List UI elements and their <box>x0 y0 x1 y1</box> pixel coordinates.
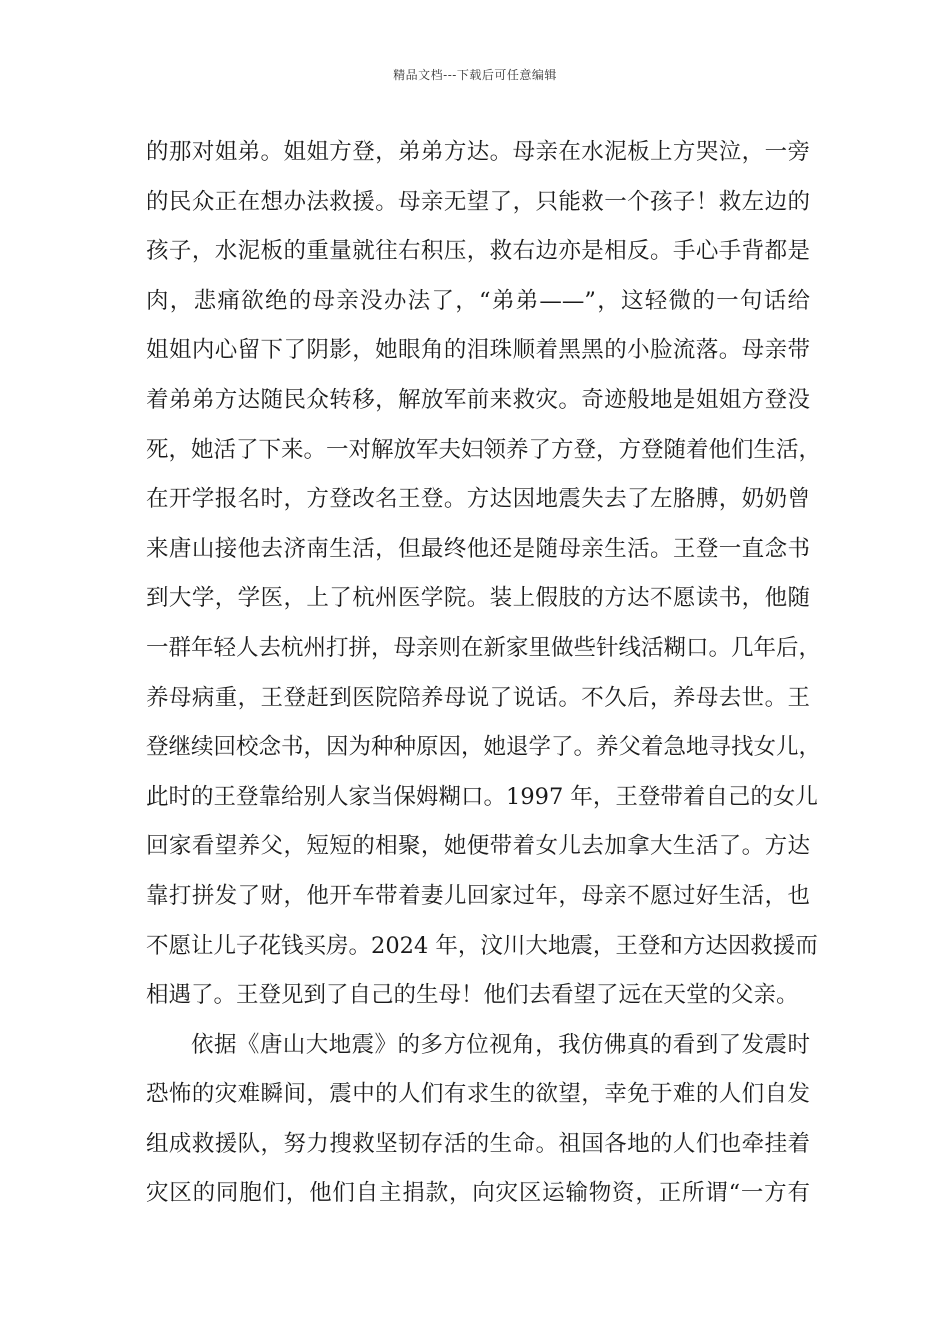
document-body <box>146 128 822 1219</box>
text-line: 养母病重，王登赶到医院陪养母说了说话。不久后，养母去世。王 <box>146 684 810 711</box>
text-line: 的那对姐弟。姐姐方登，弟弟方达。母亲在水泥板上方哭泣，一旁 <box>146 139 810 165</box>
text-line: 相遇了。王登见到了自己的生母！他们去看望了远在天堂的父亲。 <box>146 982 799 1009</box>
text-line: 到大学，学医，上了杭州医学院。装上假肢的方达不愿读书，他随 <box>146 585 810 612</box>
text-line: 依据《唐山大地震》的多方位视角，我仿佛真的看到了发震时 <box>191 1031 810 1058</box>
text-line: 的民众正在想办法救援。母亲无望了，只能救一个孩子！救左边的 <box>146 188 810 215</box>
text-line: 来唐山接他去济南生活，但最终他还是随母亲生活。王登一直念书 <box>146 535 810 562</box>
page-header: 精品文档---下载后可任意编辑 <box>393 68 557 82</box>
text-line: 肉，悲痛欲绝的母亲没办法了，“弟弟——”，这轻微的一句话给 <box>146 287 810 314</box>
text-line: 姐姐内心留下了阴影，她眼角的泪珠顺着黑黑的小脸流落。母亲带 <box>146 337 810 364</box>
text-line: 一群年轻人去杭州打拼，母亲则在新家里做些针线活糊口。几年后， <box>146 634 822 661</box>
text-line: 此时的王登靠给别人家当保姆糊口。1997 年，王登带着自己的女儿 <box>146 783 818 810</box>
text-line: 在开学报名时，方登改名王登。方达因地震失去了左胳膊，奶奶曾 <box>146 486 810 513</box>
text-line: 靠打拼发了财，他开车带着妻儿回家过年，母亲不愿过好生活，也 <box>146 882 810 909</box>
paragraph-2 <box>146 1021 810 1219</box>
paragraph-1 <box>146 128 822 1021</box>
text-line: 恐怖的灾难瞬间，震中的人们有求生的欲望，幸免于难的人们自发 <box>146 1081 810 1108</box>
text-line: 不愿让儿子花钱买房。2024 年，汶川大地震，王登和方达因救援而 <box>146 932 818 959</box>
text-line: 灾区的同胞们，他们自主捐款，向灾区运输物资，正所谓“一方有 <box>146 1180 810 1207</box>
text-line: 组成救援队，努力搜救坚韧存活的生命。祖国各地的人们也牵挂着 <box>146 1130 810 1157</box>
text-line: 孩子，水泥板的重量就往右积压，救右边亦是相反。手心手背都是 <box>146 238 810 265</box>
text-line: 死，她活了下来。一对解放军夫妇领养了方登，方登随着他们生活， <box>146 436 822 463</box>
text-line: 回家看望养父，短短的相聚，她便带着女儿去加拿大生活了。方达 <box>146 833 810 860</box>
text-line: 登继续回校念书，因为种种原因，她退学了。养父着急地寻找女儿， <box>146 734 822 761</box>
text-line: 着弟弟方达随民众转移，解放军前来救灾。奇迹般地是姐姐方登没 <box>146 386 810 413</box>
